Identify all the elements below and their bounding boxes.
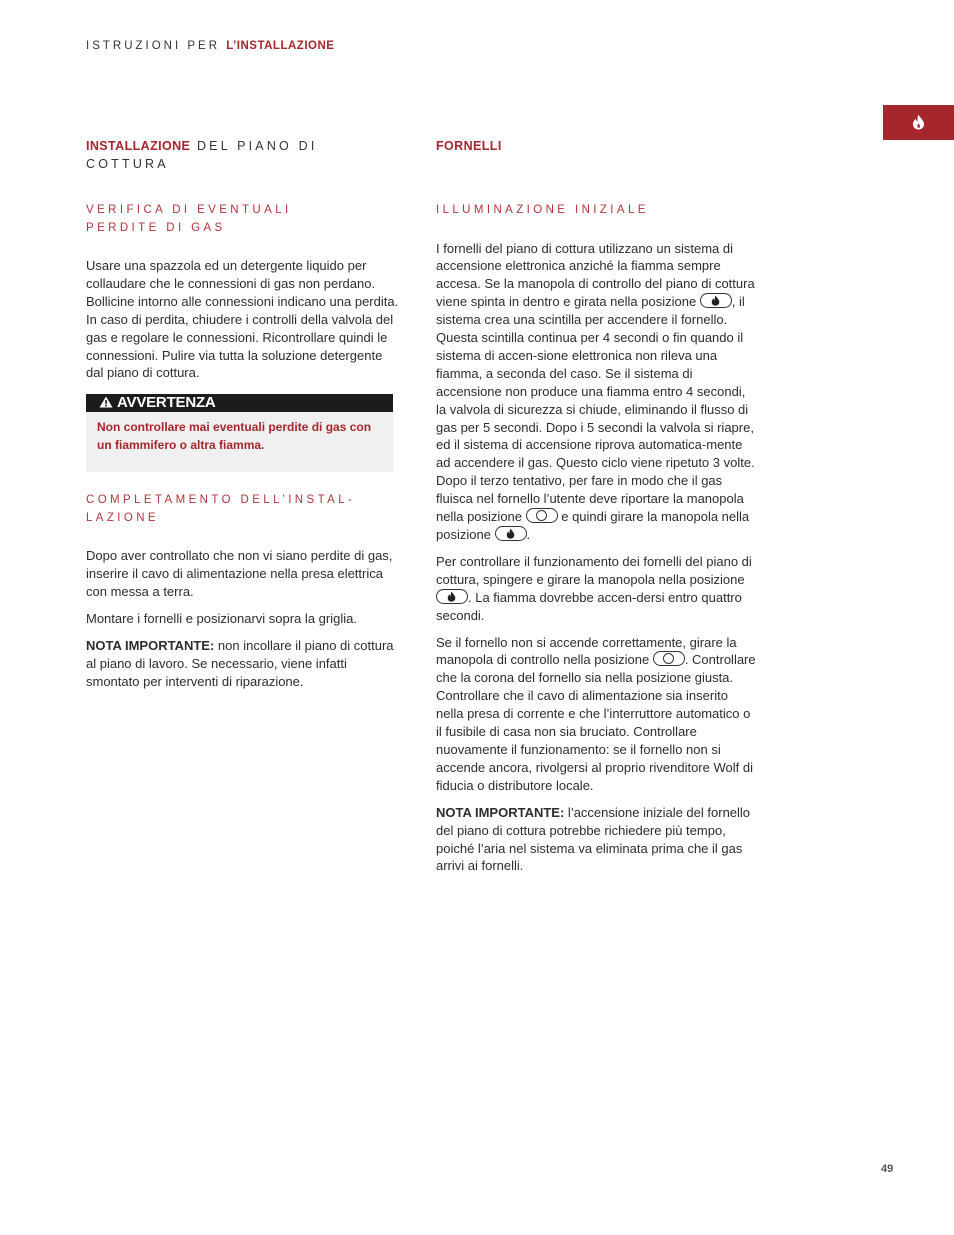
paragraph-completamento-1: Dopo aver controllato che non vi siano perdite di gas, inserire il cavo di alimentazione nella presa elettrica con messa a terra. xyxy=(86,548,393,600)
text-segment: . xyxy=(526,527,531,542)
text-segment: e quindi girare la manopola nella posizione xyxy=(436,509,750,542)
paragraph-illuminazione xyxy=(436,240,758,544)
text-segment: Per controllare il funzionamento dei fornelli del piano di cottura, spingere e girare la manopola nella posizione xyxy=(436,553,752,587)
header-accent: L’INSTALLAZIONE xyxy=(226,40,335,52)
knob-off-symbol xyxy=(653,651,685,666)
text-segment: I fornelli del piano di cottura utilizzano un sistema di accensione elettronica anziché la fiamma sempre accesa. Se la manopola di controllo del piano di cottura viene spinta in dentro e girata nella posizione xyxy=(436,240,755,310)
flame-icon xyxy=(711,295,720,306)
note-right xyxy=(436,804,758,876)
paragraph-mancata-accensione xyxy=(436,634,758,795)
warning-text: Non controllare mai eventuali perdite di gas con un fiammifero o altra fiamma. xyxy=(86,412,393,472)
note-left xyxy=(86,637,400,691)
flame-icon xyxy=(447,591,456,602)
note-label: NOTA IMPORTANTE: xyxy=(86,637,215,653)
text-segment: . Controllare che la corona del fornello sia nella posizione giusta. Controllare che il cavo di alimentazione sia inserito nella presa di corrente e che l’interruttore automatico o il fusibile di casa non sia bruciato. Controllare nuovamente il funzionamento: se il fornello non si accende ancora, rivolgersi al proprio rivenditore Wolf di fiducia o distributore locale. xyxy=(436,652,756,793)
section-title-fornelli xyxy=(436,138,758,173)
warning-box xyxy=(86,394,393,472)
paragraph-controllo xyxy=(436,553,758,625)
subtitle-verifica-perdite: VERIFICA DI EVENTUALI PERDITE DI GAS xyxy=(86,204,292,234)
section-title-installazione xyxy=(86,138,400,173)
flame-icon xyxy=(506,528,515,539)
section-title-bold: INSTALLAZIONE xyxy=(86,139,191,153)
flame-icon xyxy=(912,114,925,130)
warning-icon xyxy=(99,396,113,408)
paragraph-completamento-2: Montare i fornelli e posizionarvi sopra la griglia. xyxy=(86,611,357,627)
section-title-fornelli-text: FORNELLI xyxy=(436,139,502,153)
text-segment: Se il fornello non si accende correttamente, girare la manopola di controllo nella posizione xyxy=(436,634,737,668)
subtitle-completamento: COMPLETAMENTO DELL’INSTAL-LAZIONE xyxy=(86,494,356,524)
knob-off-symbol xyxy=(526,508,558,523)
note-text: non incollare il piano di cottura al piano di lavoro. Se necessario, viene infatti smontato per interventi di riparazione. xyxy=(86,637,394,689)
section-title-rest: DEL PIANO DI COTTURA xyxy=(86,139,318,171)
paragraph-verifica: Usare una spazzola ed un detergente liquido per collaudare che le connessioni di gas non perdano. Bollicine intorno alle connessioni indicano una perdita. In caso di perdita, chiudere i controlli della valvola del gas e regolare le connessioni. Ricontrollare quindi le connessioni. Pulire via tutta la soluzione detergente dal piano di cottura. xyxy=(86,258,399,381)
warning-title: AVVERTENZA xyxy=(117,394,216,412)
running-header xyxy=(86,40,334,52)
right-column xyxy=(436,138,758,884)
text-segment: . La fiamma dovrebbe accen-dersi entro quattro secondi. xyxy=(436,589,742,623)
warning-header xyxy=(86,394,393,412)
knob-light-symbol xyxy=(436,589,468,604)
page-number: 49 xyxy=(881,1163,894,1175)
header-prefix: ISTRUZIONI PER xyxy=(86,40,227,52)
knob-light-symbol xyxy=(700,293,732,308)
knob-light-symbol xyxy=(495,526,527,541)
note-label: NOTA IMPORTANTE: xyxy=(436,804,565,820)
subtitle-illuminazione: ILLUMINAZIONE INIZIALE xyxy=(436,204,649,216)
section-tab xyxy=(883,105,954,140)
note-text: l’accensione iniziale del fornello del piano di cottura potrebbe richiedere più tempo, poiché l’aria nel sistema va eliminata prima che il gas arrivi ai fornelli. xyxy=(436,804,751,874)
left-column xyxy=(86,138,400,700)
text-segment: , il sistema crea una scintilla per accendere il fornello. Questa scintilla continua per 4 secondi o fin quando il sistema di accen-sione elettronica non rileva una fiamma, a seconda del caso. Se il sistema di accensione non produce una fiamma entro 4 secondi, la valvola di sicurezza si chiude, eliminando il flusso di gas per 5 secondi. Dopo i 5 secondi la valvola si riapre, ed il sistema di accensione riprova automatica-mente ad accendere il gas. Questo ciclo viene ripetuto 3 volte. Dopo il terzo tentativo, per fare in modo che il gas fluisca nel fornello l’utente deve riportare la manopola nella posizione xyxy=(436,294,755,525)
